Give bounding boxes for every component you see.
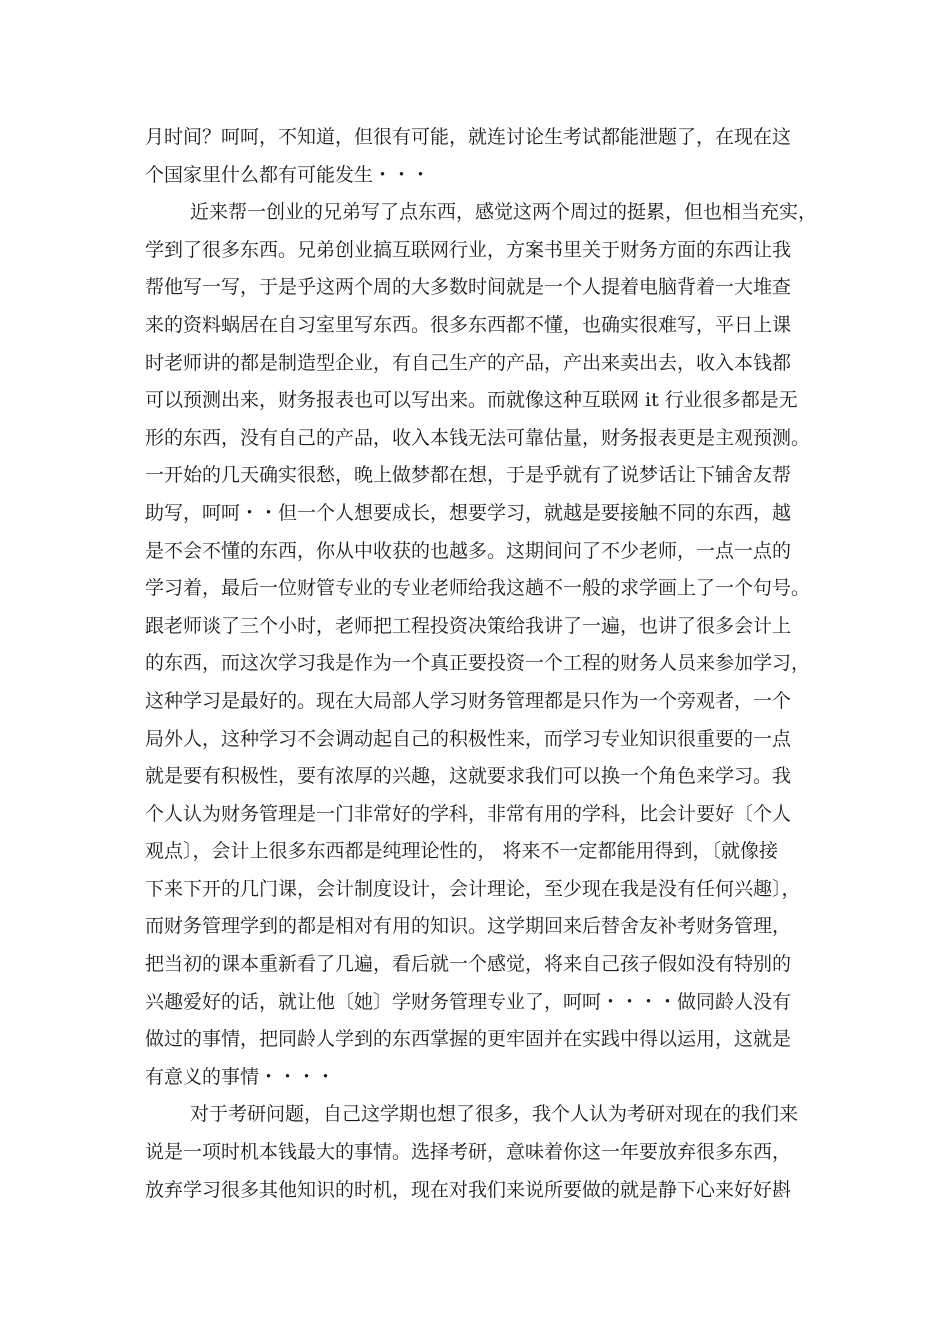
text-line: 形的东西，没有自己的产品，收入本钱无法可靠估量，财务报表更是主观预测。 [145, 426, 811, 449]
text-line: 个人认为财务管理是一门非常好的学科，非常有用的学科，比会计要好〔个人 [145, 802, 792, 825]
text-line: 就是要有积极性，要有浓厚的兴趣，这就要求我们可以换一个角色来学习。我 [145, 765, 792, 788]
text-line: 有意义的事情・・・・ [145, 1065, 336, 1088]
text-line: 做过的事情，把同龄人学到的东西掌握的更牢固并在实践中得以运用，这就是 [145, 1028, 792, 1051]
text-line: 说是一项时机本钱最大的事情。选择考研，意味着你这一年要放弃很多东西， [145, 1141, 792, 1164]
text-line: 是不会不懂的东西，你从中收获的也越多。这期间问了不少老师，一点一点的 [145, 539, 792, 562]
text-line: 下来下开的几门课，会计制度设计，会计理论，至少现在我是没有任何兴趣〕， [145, 877, 801, 900]
text-line: 月时间？呵呵，不知道，但很有可能，就连讨论生考试都能泄题了，在现在这 [145, 126, 792, 148]
text-line: 帮他写一写，于是乎这两个周的大多数时间就是一个人提着电脑背着一大堆查 [145, 276, 792, 299]
text-line: 个国家里什么都有可能发生・・・ [145, 163, 431, 186]
paragraph-start-line: 对于考研问题，自己这学期也想了很多，我个人认为考研对现在的我们来 [190, 1103, 799, 1126]
text-line: 观点〕，会计上很多东西都是纯理论性的， 将来不一定都能用得到，〔就像接 [145, 840, 779, 863]
text-line: 可以预测出来，财务报表也可以写出来。而就像这种互联网 it 行业很多都是无 [145, 389, 798, 412]
text-line: 来的资料蜗居在自习室里写东西。很多东西都不懂，也确实很难写，平日上课 [145, 313, 792, 336]
text-line: 助写，呵呵・・但一个人想要成长，想要学习，就越是要接触不同的东西，越 [145, 501, 792, 524]
text-line: 时老师讲的都是制造型企业，有自己生产的产品，产出来卖出去，收入本钱都 [145, 351, 792, 374]
text-line: 学到了很多东西。兄弟创业搞互联网行业，方案书里关于财务方面的东西让我 [145, 238, 792, 261]
body-text [145, 119, 825, 1209]
text-line: 一开始的几天确实很愁，晚上做梦都在想，于是乎就有了说梦话让下铺舍友帮 [145, 464, 792, 487]
text-line: 放弃学习很多其他知识的时机，现在对我们来说所要做的就是静下心来好好斟 [145, 1178, 792, 1201]
text-line: 的东西，而这次学习我是作为一个真正要投资一个工程的财务人员来参加学习， [145, 652, 811, 675]
text-line: 跟老师谈了三个小时，老师把工程投资决策给我讲了一遍，也讲了很多会计上 [145, 614, 792, 637]
text-line: 学习着，最后一位财管专业的专业老师给我这趟不一般的求学画上了一个句号。 [145, 577, 811, 600]
text-line: 把当初的课本重新看了几遍，看后就一个感觉，将来自己孩子假如没有特别的 [145, 953, 792, 976]
text-line: 兴趣爱好的话，就让他〔她〕学财务管理专业了，呵呵・・・・做同龄人没有 [145, 990, 792, 1013]
text-line: 这种学习是最好的。现在大局部人学习财务管理都是只作为一个旁观者，一个 [145, 689, 792, 712]
paragraph-start-line: 近来帮一创业的兄弟写了点东西，感觉这两个周过的挺累，但也相当充实， [190, 201, 818, 224]
text-line: 局外人，这种学习不会调动起自己的积极性来，而学习专业知识很重要的一点 [145, 727, 792, 750]
text-line: 而财务管理学到的都是相对有用的知识。这学期回来后替舍友补考财务管理， [145, 915, 792, 938]
